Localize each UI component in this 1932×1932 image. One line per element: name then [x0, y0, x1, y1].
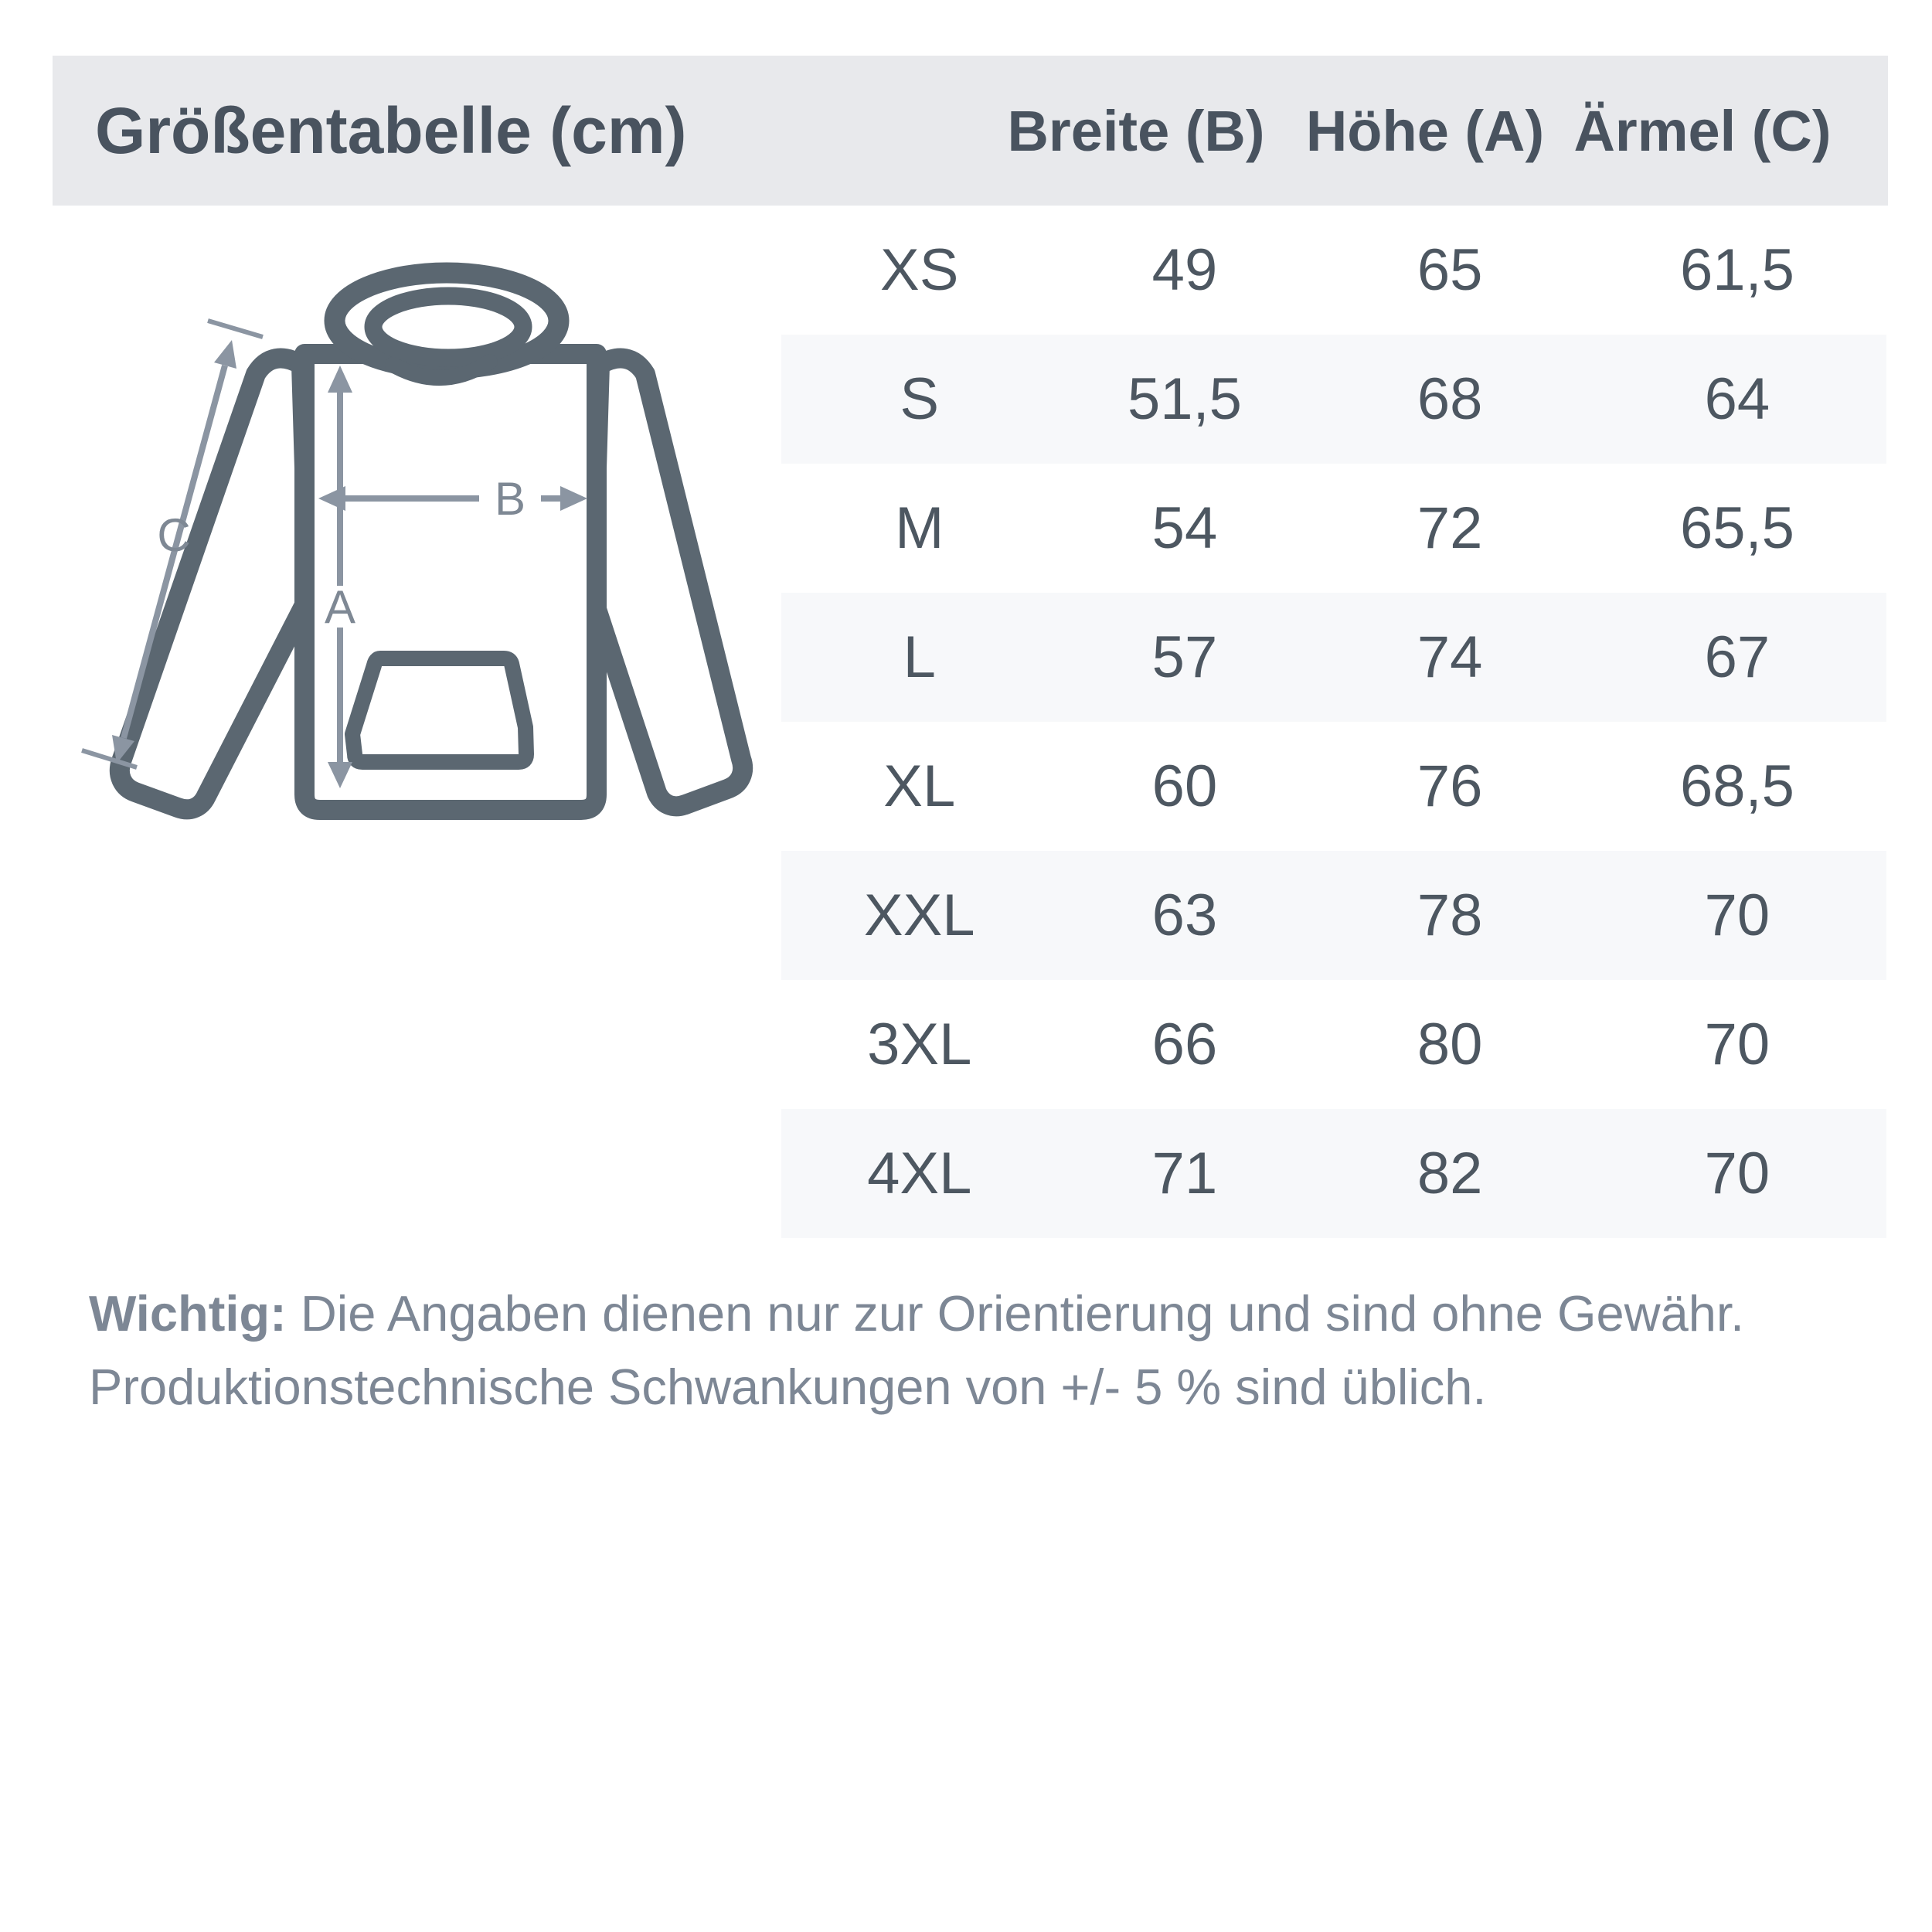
- label-width-b: B: [494, 473, 526, 525]
- cell-aermel: 68,5: [1679, 753, 1794, 819]
- cell-aermel: 70: [1704, 883, 1770, 948]
- cell-hoehe: 65: [1417, 237, 1483, 303]
- table-row: [781, 980, 1886, 1109]
- table-row: [781, 206, 1886, 335]
- column-header-aermel: Ärmel (C): [1573, 98, 1832, 163]
- table-row: [781, 851, 1886, 980]
- cell-hoehe: 76: [1417, 753, 1483, 819]
- hoodie-hood-inner: [373, 296, 523, 358]
- cell-hoehe: 72: [1417, 495, 1483, 561]
- cell-aermel: 67: [1704, 624, 1770, 690]
- disclaimer-note: [89, 1277, 1897, 1423]
- hoodie-right-sleeve: [593, 359, 743, 807]
- table-row: [781, 335, 1886, 464]
- cell-size: M: [895, 495, 944, 561]
- cell-breite: 49: [1151, 237, 1218, 303]
- cell-aermel: 64: [1704, 366, 1770, 432]
- cell-breite: 57: [1151, 624, 1218, 690]
- cell-breite: 51,5: [1127, 366, 1242, 432]
- page-title: Größentabelle (cm): [95, 94, 687, 167]
- cell-aermel: 65,5: [1679, 495, 1794, 561]
- cell-size: S: [900, 366, 940, 432]
- table-row: [781, 1109, 1886, 1238]
- cell-breite: 66: [1151, 1012, 1218, 1077]
- cell-hoehe: 74: [1417, 624, 1483, 690]
- cell-size: 3XL: [867, 1012, 972, 1077]
- cell-breite: 54: [1151, 495, 1218, 561]
- cell-aermel: 61,5: [1679, 237, 1794, 303]
- disclaimer-label: Wichtig:: [89, 1285, 287, 1342]
- hoodie-pocket: [352, 658, 526, 762]
- label-sleeve-c: C: [157, 509, 191, 561]
- disclaimer-line2: Produktionstechnische Schwankungen von +/- 5 % sind üblich.: [89, 1359, 1487, 1415]
- column-header-hoehe: Höhe (A): [1305, 98, 1545, 163]
- cell-breite: 71: [1151, 1141, 1218, 1206]
- size-table: [781, 206, 1886, 1238]
- cell-hoehe: 68: [1417, 366, 1483, 432]
- column-header-breite: Breite (B): [1007, 98, 1265, 163]
- cell-size: L: [903, 624, 936, 690]
- cell-aermel: 70: [1704, 1012, 1770, 1077]
- cell-size: 4XL: [867, 1141, 972, 1206]
- cell-size: XXL: [863, 883, 975, 948]
- arrow-c-head-up: [214, 340, 236, 369]
- table-row: [781, 722, 1886, 851]
- cell-size: XS: [880, 237, 959, 303]
- cell-hoehe: 82: [1417, 1141, 1483, 1206]
- cell-size: XL: [883, 753, 956, 819]
- disclaimer-line1: Die Angaben dienen nur zur Orientierung und sind ohne Gewähr.: [300, 1285, 1745, 1342]
- cell-aermel: 70: [1704, 1141, 1770, 1206]
- cell-breite: 63: [1151, 883, 1218, 948]
- cell-hoehe: 80: [1417, 1012, 1483, 1077]
- arrow-c-end-tick-top: [208, 321, 263, 337]
- hoodie-measurement-diagram: [46, 201, 781, 935]
- cell-breite: 60: [1151, 753, 1218, 819]
- hoodie-left-sleeve: [120, 359, 308, 810]
- label-height-a: A: [324, 581, 356, 633]
- table-row: [781, 593, 1886, 722]
- header-bar: [53, 56, 1888, 206]
- cell-hoehe: 78: [1417, 883, 1483, 948]
- table-row: [781, 464, 1886, 593]
